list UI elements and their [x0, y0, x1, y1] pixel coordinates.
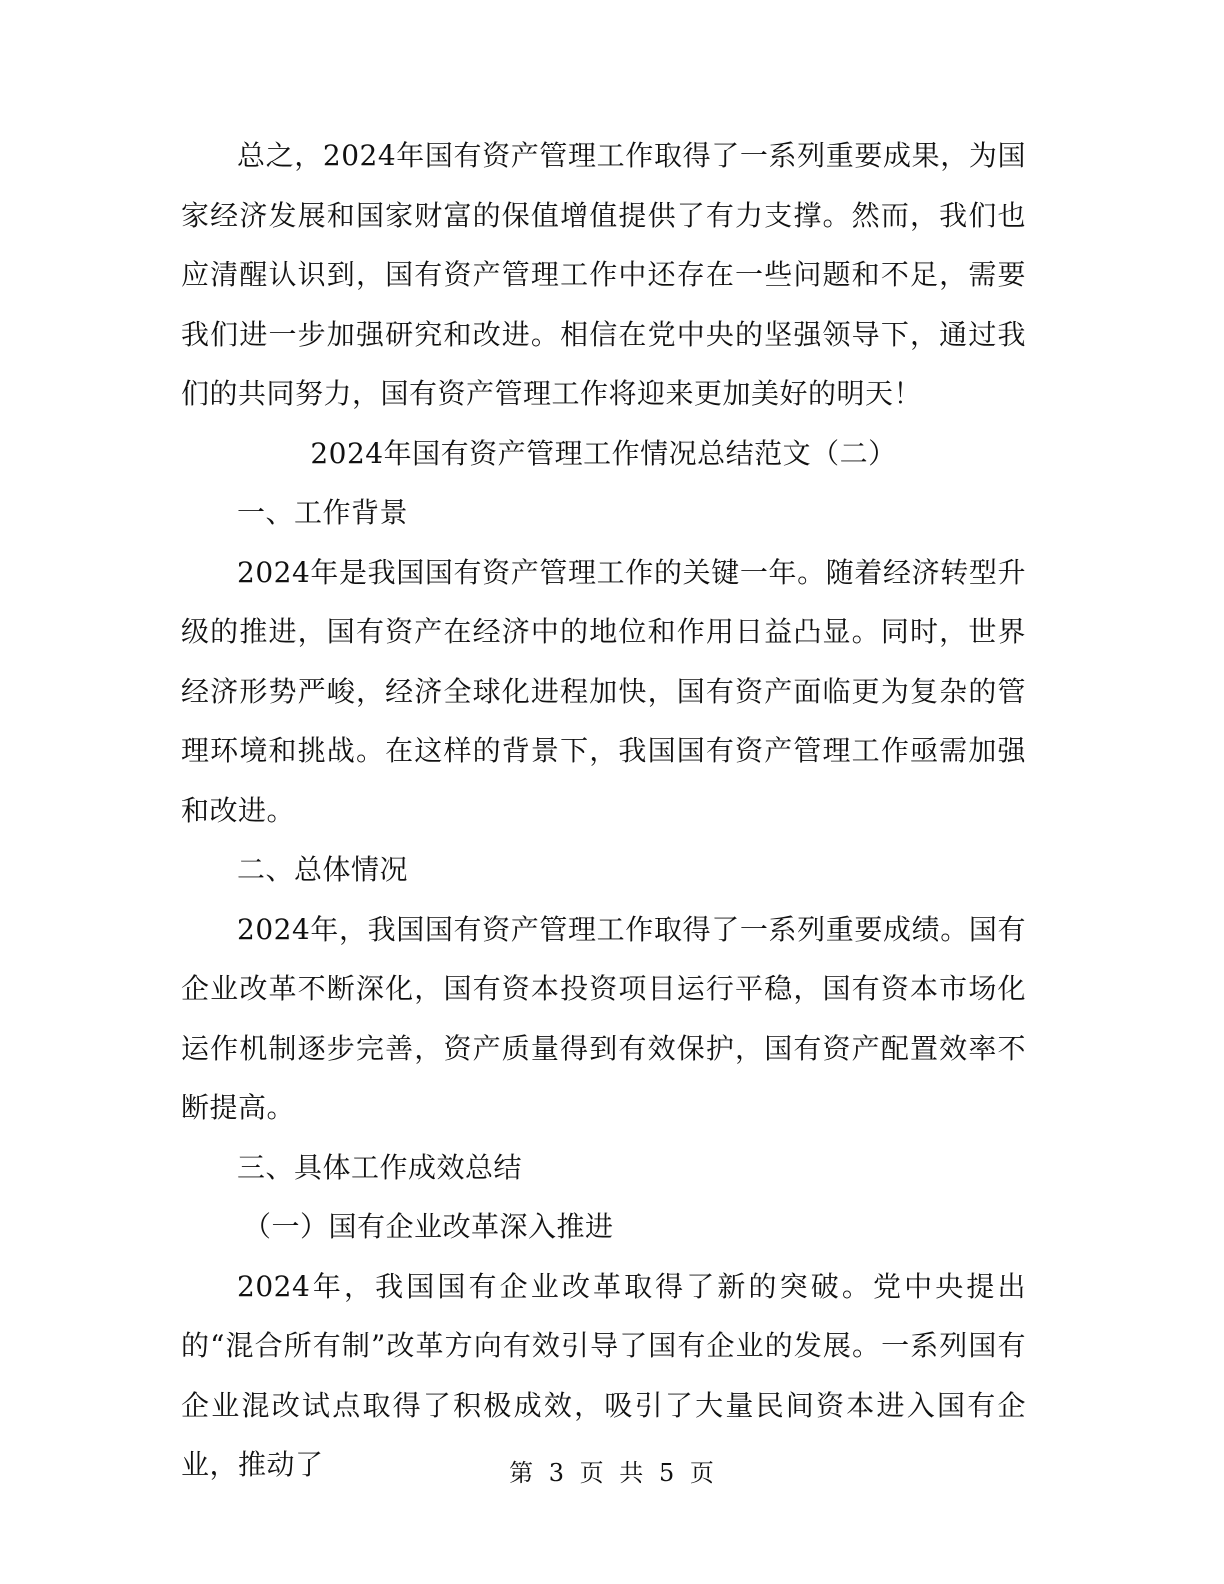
- subheading-soe-reform: （一）国有企业改革深入推进: [243, 1210, 614, 1243]
- document-body: [181, 126, 1026, 1495]
- page-number-footer: 第 3 页 共 5 页: [509, 1459, 715, 1487]
- heading-specific-results: 三、具体工作成效总结: [237, 1150, 523, 1184]
- paragraph-conclusion: 总之，2024年国有资产管理工作取得了一系列重要成果，为国家经济发展和国家财富的保值增值提供了有力支撑。然而，我们也应清醒认识到，国有资产管理工作中还存在一些问题和不足，需要我们进一步加强研究和改进。相信在党中央的坚强领导下，通过我们的共同努力，国有资产管理工作将迎来更加美好的明天！: [181, 139, 1026, 410]
- heading-work-background: 一、工作背景: [237, 496, 409, 529]
- paragraph-overall: 2024年，我国国有资产管理工作取得了一系列重要成绩。国有企业改革不断深化，国有资本投资项目运行平稳，国有资本市场化运作机制逐步完善，资产质量得到有效保护，国有资产配置效率不断提高。: [181, 912, 1026, 1124]
- heading-overall-situation: 二、总体情况: [237, 853, 409, 886]
- paragraph-soe-reform: 2024年，我国国有企业改革取得了新的突破。党中央提出的“混合所有制”改革方向有效引导了国有企业的发展。一系列国有企业混改试点取得了积极成效，吸引了大量民间资本进入国有企业，推动了: [181, 1269, 1026, 1481]
- paragraph-background: 2024年是我国国有资产管理工作的关键一年。随着经济转型升级的推进，国有资产在经济中的地位和作用日益凸显。同时，世界经济形势严峻，经济全球化进程加快，国有资产面临更为复杂的管理环境和挑战。在这样的背景下，我国国有资产管理工作亟需加强和改进。: [181, 555, 1026, 827]
- section-title: 2024年国有资产管理工作情况总结范文（二）: [310, 436, 897, 470]
